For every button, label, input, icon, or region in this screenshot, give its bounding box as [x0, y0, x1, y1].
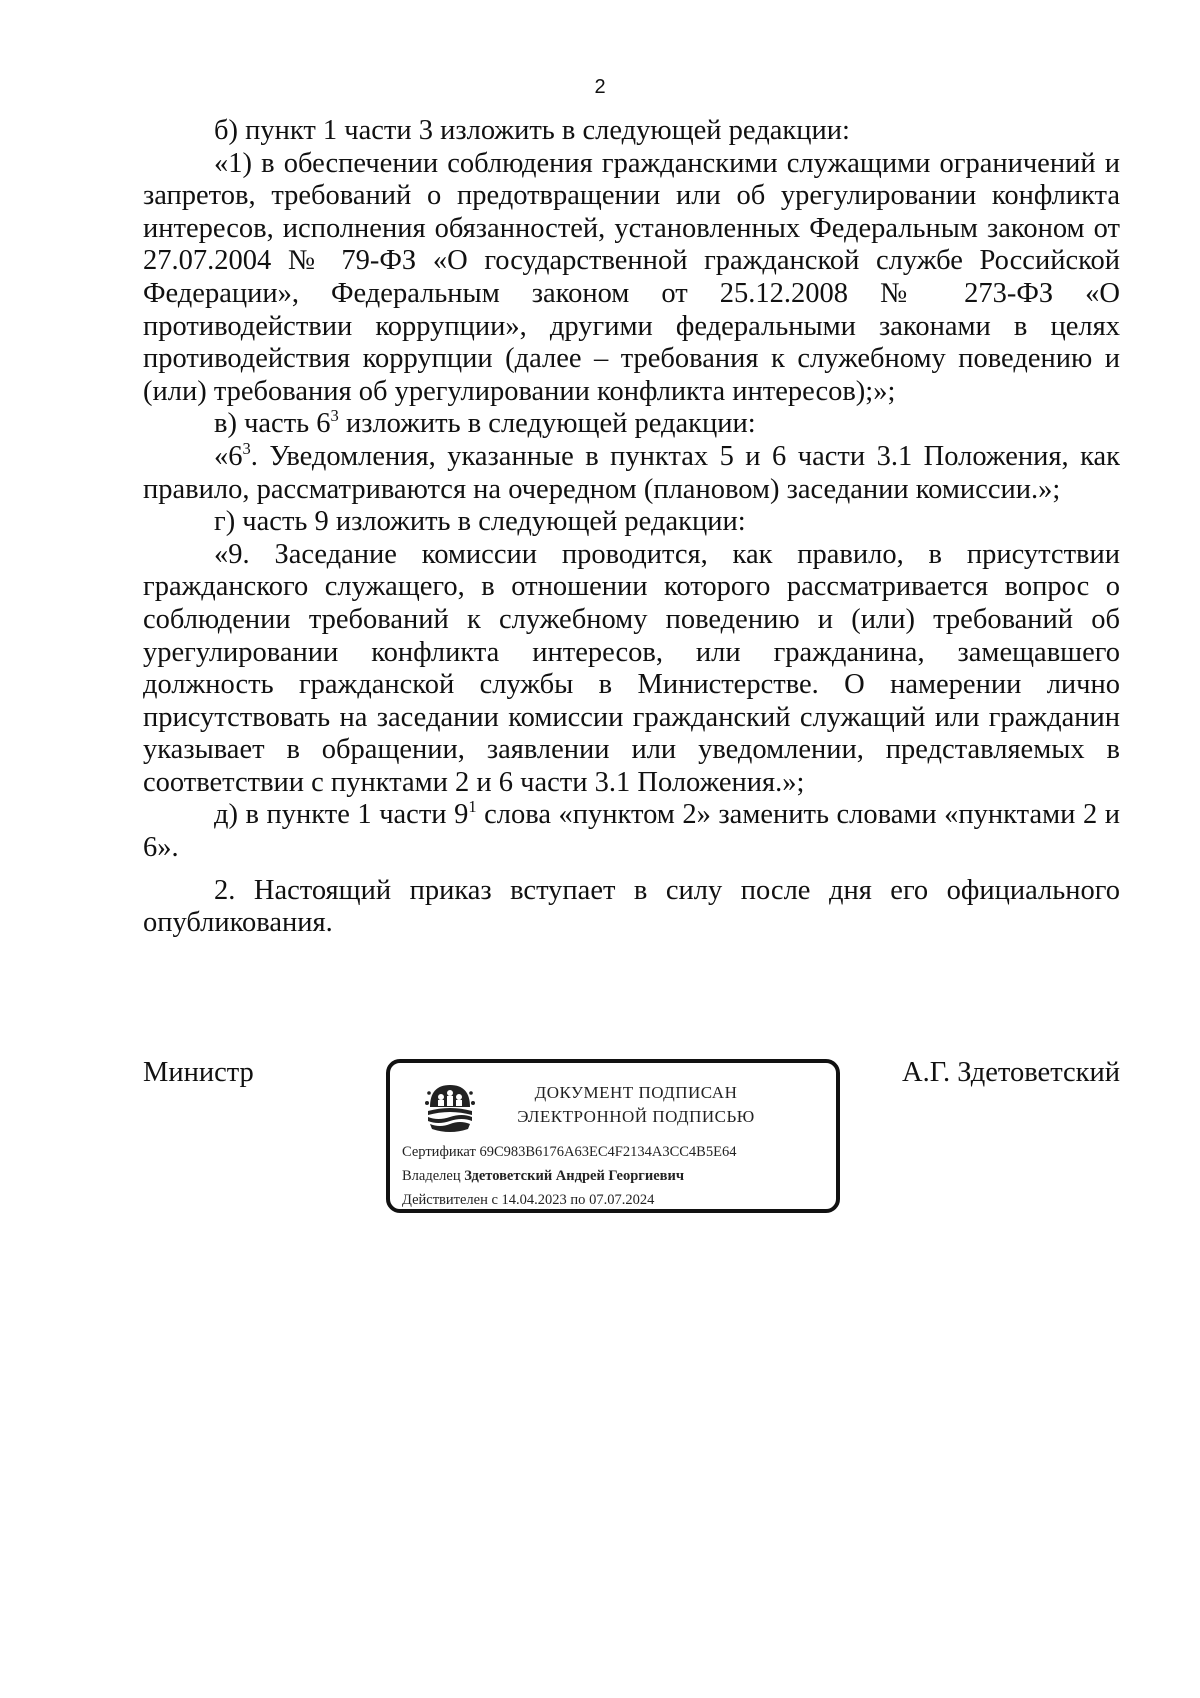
paragraph-v-text: в) часть 6: [214, 408, 331, 440]
paragraph-d-rest: слова «пунктом 2» заменить словами «пунктами 2 и 6».: [143, 799, 1120, 864]
document-body: [143, 115, 1120, 940]
paragraph-d: [143, 799, 1120, 864]
paragraph-b: б) пункт 1 части 3 изложить в следующей редакции:: [214, 115, 850, 146]
valid-from-date: 14.04.2023: [501, 1192, 567, 1208]
paragraph-g: г) часть 9 изложить в следующей редакции:: [214, 506, 746, 538]
stamp-certificate: [402, 1143, 736, 1161]
paragraph-v: [143, 408, 1120, 441]
signatory-title: Министр: [143, 1057, 254, 1088]
coat-of-arms-icon: [424, 1079, 476, 1135]
paragraph-quote-6-3: [143, 438, 1120, 506]
stamp-heading-line-2: ЭЛЕКТРОННОЙ ПОДПИСЬЮ: [517, 1107, 755, 1126]
valid-to-date: 07.07.2024: [589, 1192, 655, 1208]
paragraph-v-text-rest: изложить в следующей редакции:: [338, 408, 756, 440]
superscript: 3: [242, 438, 251, 458]
paragraph-quote-6-3-text: «6: [214, 440, 243, 472]
superscript: 3: [330, 406, 339, 426]
paragraph-2: 2. Настоящий приказ вступает в силу после дня его официального опубликования.: [143, 874, 1120, 939]
stamp-validity: [402, 1191, 654, 1209]
page-number: 2: [594, 76, 606, 98]
superscript: 1: [468, 797, 477, 817]
stamp-heading: [486, 1081, 786, 1129]
paragraph-d-text: д) в пункте 1 части 9: [214, 799, 469, 831]
signatory-name: А.Г. Здетоветский: [901, 1057, 1120, 1088]
paragraph-quote-9: «9. Заседание комиссии проводится, как правило, в присутствии гражданского служащего, в отношении которого рассматривается вопрос о соблюдении требований к служебному поведению и (или) требований об урегулировании конфликта интересов, или гражданина, замещавшего должность гражданской службы в Министерстве. О намерении лично присутствовать на заседании комиссии гражданский служащий или гражданин указывает в обращении, заявлении или уведомлении, представляемых в соответствии с пунктами 2 и 6 части 3.1 Положения.»;: [143, 538, 1120, 798]
stamp-heading-line-1: ДОКУМЕНТ ПОДПИСАН: [534, 1083, 738, 1102]
stamp-owner: [402, 1167, 684, 1185]
certificate-label: Сертификат: [402, 1144, 476, 1160]
paragraph-quote-1: «1) в обеспечении соблюдения гражданскими служащими ограничений и запретов, требований о предотвращении или об урегулировании конфликта интересов, исполнения обязанностей, установленных Федеральным законом от 27.07.2004 № 79-ФЗ «О государственной гражданской службе Российской Федерации», Федеральным законом от 25.12.2008 № 273-ФЗ «О противодействии коррупции», другими федеральными законами в целях противодействия коррупции (далее – требования к служебному поведению и (или) требования об урегулировании конфликта интересов);»;: [143, 147, 1120, 407]
electronic-signature-stamp: [386, 1059, 840, 1213]
valid-from-label: Действителен с: [402, 1192, 498, 1208]
owner-label: Владелец: [402, 1168, 461, 1184]
paragraph-quote-6-3-rest: . Уведомления, указанные в пунктах 5 и 6 части 3.1 Положения, как правило, рассматриваются на очередном (плановом) заседании комиссии.»;: [143, 440, 1120, 505]
valid-to-label: по: [570, 1192, 586, 1208]
certificate-value: 69C983B6176A63EC4F2134A3CC4B5E64: [479, 1144, 737, 1160]
owner-value: Здетоветский Андрей Георгиевич: [464, 1168, 685, 1184]
